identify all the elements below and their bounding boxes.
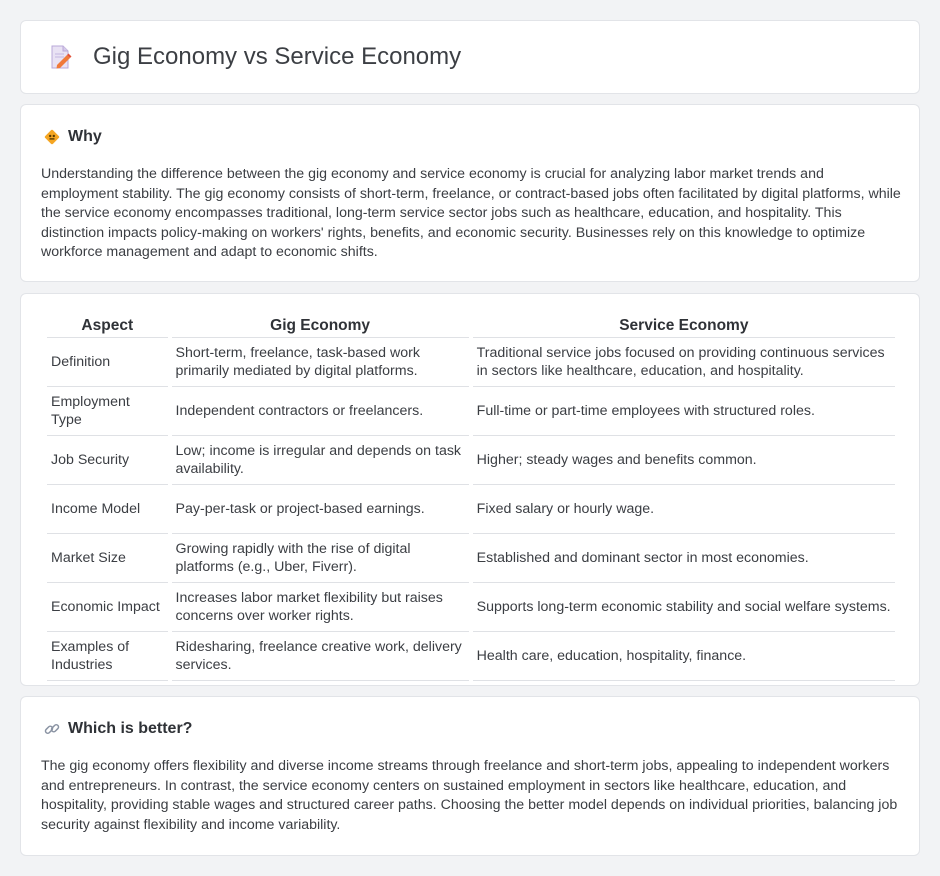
why-heading-row xyxy=(43,128,102,146)
column-header-service: Service Economy xyxy=(473,314,895,338)
aspect-cell: Job Security xyxy=(47,436,168,485)
gig-cell: Low; income is irregular and depends on task availability. xyxy=(172,436,469,485)
why-heading: Why xyxy=(68,128,102,145)
aspect-cell: Economic Impact xyxy=(47,583,168,632)
service-cell: Supports long-term economic stability and social welfare systems. xyxy=(473,583,895,632)
aspect-cell: Employment Type xyxy=(47,387,168,436)
column-header-gig: Gig Economy xyxy=(172,314,469,338)
table-row xyxy=(47,583,895,632)
better-heading: Which is better? xyxy=(68,720,193,737)
gig-cell: Ridesharing, freelance creative work, delivery services. xyxy=(172,632,469,681)
table-row xyxy=(47,632,895,681)
better-card xyxy=(20,696,920,856)
aspect-cell: Income Model xyxy=(47,485,168,534)
service-cell: Fixed salary or hourly wage. xyxy=(473,485,895,534)
aspect-cell: Market Size xyxy=(47,534,168,583)
service-cell: Traditional service jobs focused on providing continuous services in sectors like healthcare, education, and hospitality. xyxy=(473,338,895,387)
table-header-row xyxy=(47,314,895,338)
table-row xyxy=(47,387,895,436)
better-heading-row xyxy=(43,720,192,738)
service-cell: Higher; steady wages and benefits common. xyxy=(473,436,895,485)
better-body: The gig economy offers flexibility and diverse income streams through freelance and short-term jobs, appealing to independent workers and entrepreneurs. In contrast, the service economy centers on sustained employment in sectors like healthcare, education, and hospitality, providing stable wages and structured career paths. Choosing the better model depends on individual priorities, balancing job security against flexibility and income variability. xyxy=(41,758,898,833)
aspect-cell: Examples of Industries xyxy=(47,632,168,681)
document-pencil-icon xyxy=(47,44,73,70)
service-cell: Health care, education, hospitality, finance. xyxy=(473,632,895,681)
table-row xyxy=(47,485,895,534)
diamond-sign-icon xyxy=(43,128,61,146)
gig-cell: Independent contractors or freelancers. xyxy=(172,387,469,436)
aspect-cell: Definition xyxy=(47,338,168,387)
table-row xyxy=(47,436,895,485)
gig-cell: Growing rapidly with the rise of digital platforms (e.g., Uber, Fiverr). xyxy=(172,534,469,583)
gig-cell: Pay-per-task or project-based earnings. xyxy=(172,485,469,534)
comparison-table xyxy=(43,314,899,681)
page-title: Gig Economy vs Service Economy xyxy=(93,43,462,70)
why-body: Understanding the difference between the gig economy and service economy is crucial for analyzing labor market trends and employment stability. The gig economy consists of short-term, freelance, or contract-based jobs often facilitated by digital platforms, while the service economy encompasses traditional, long-term service sector jobs such as healthcare, education, and hospitality. This distinction impacts policy-making on workers' rights, benefits, and economic security. Businesses rely on this knowledge to optimize workforce management and adapt to economic shifts. xyxy=(41,166,901,261)
comparison-card xyxy=(20,293,920,686)
service-cell: Full-time or part-time employees with structured roles. xyxy=(473,387,895,436)
table-row xyxy=(47,534,895,583)
gig-cell: Increases labor market flexibility but raises concerns over worker rights. xyxy=(172,583,469,632)
service-cell: Established and dominant sector in most economies. xyxy=(473,534,895,583)
link-icon xyxy=(43,720,61,738)
gig-cell: Short-term, freelance, task-based work primarily mediated by digital platforms. xyxy=(172,338,469,387)
header-card xyxy=(20,20,920,94)
column-header-aspect: Aspect xyxy=(47,314,168,338)
why-card xyxy=(20,104,920,282)
table-row xyxy=(47,338,895,387)
